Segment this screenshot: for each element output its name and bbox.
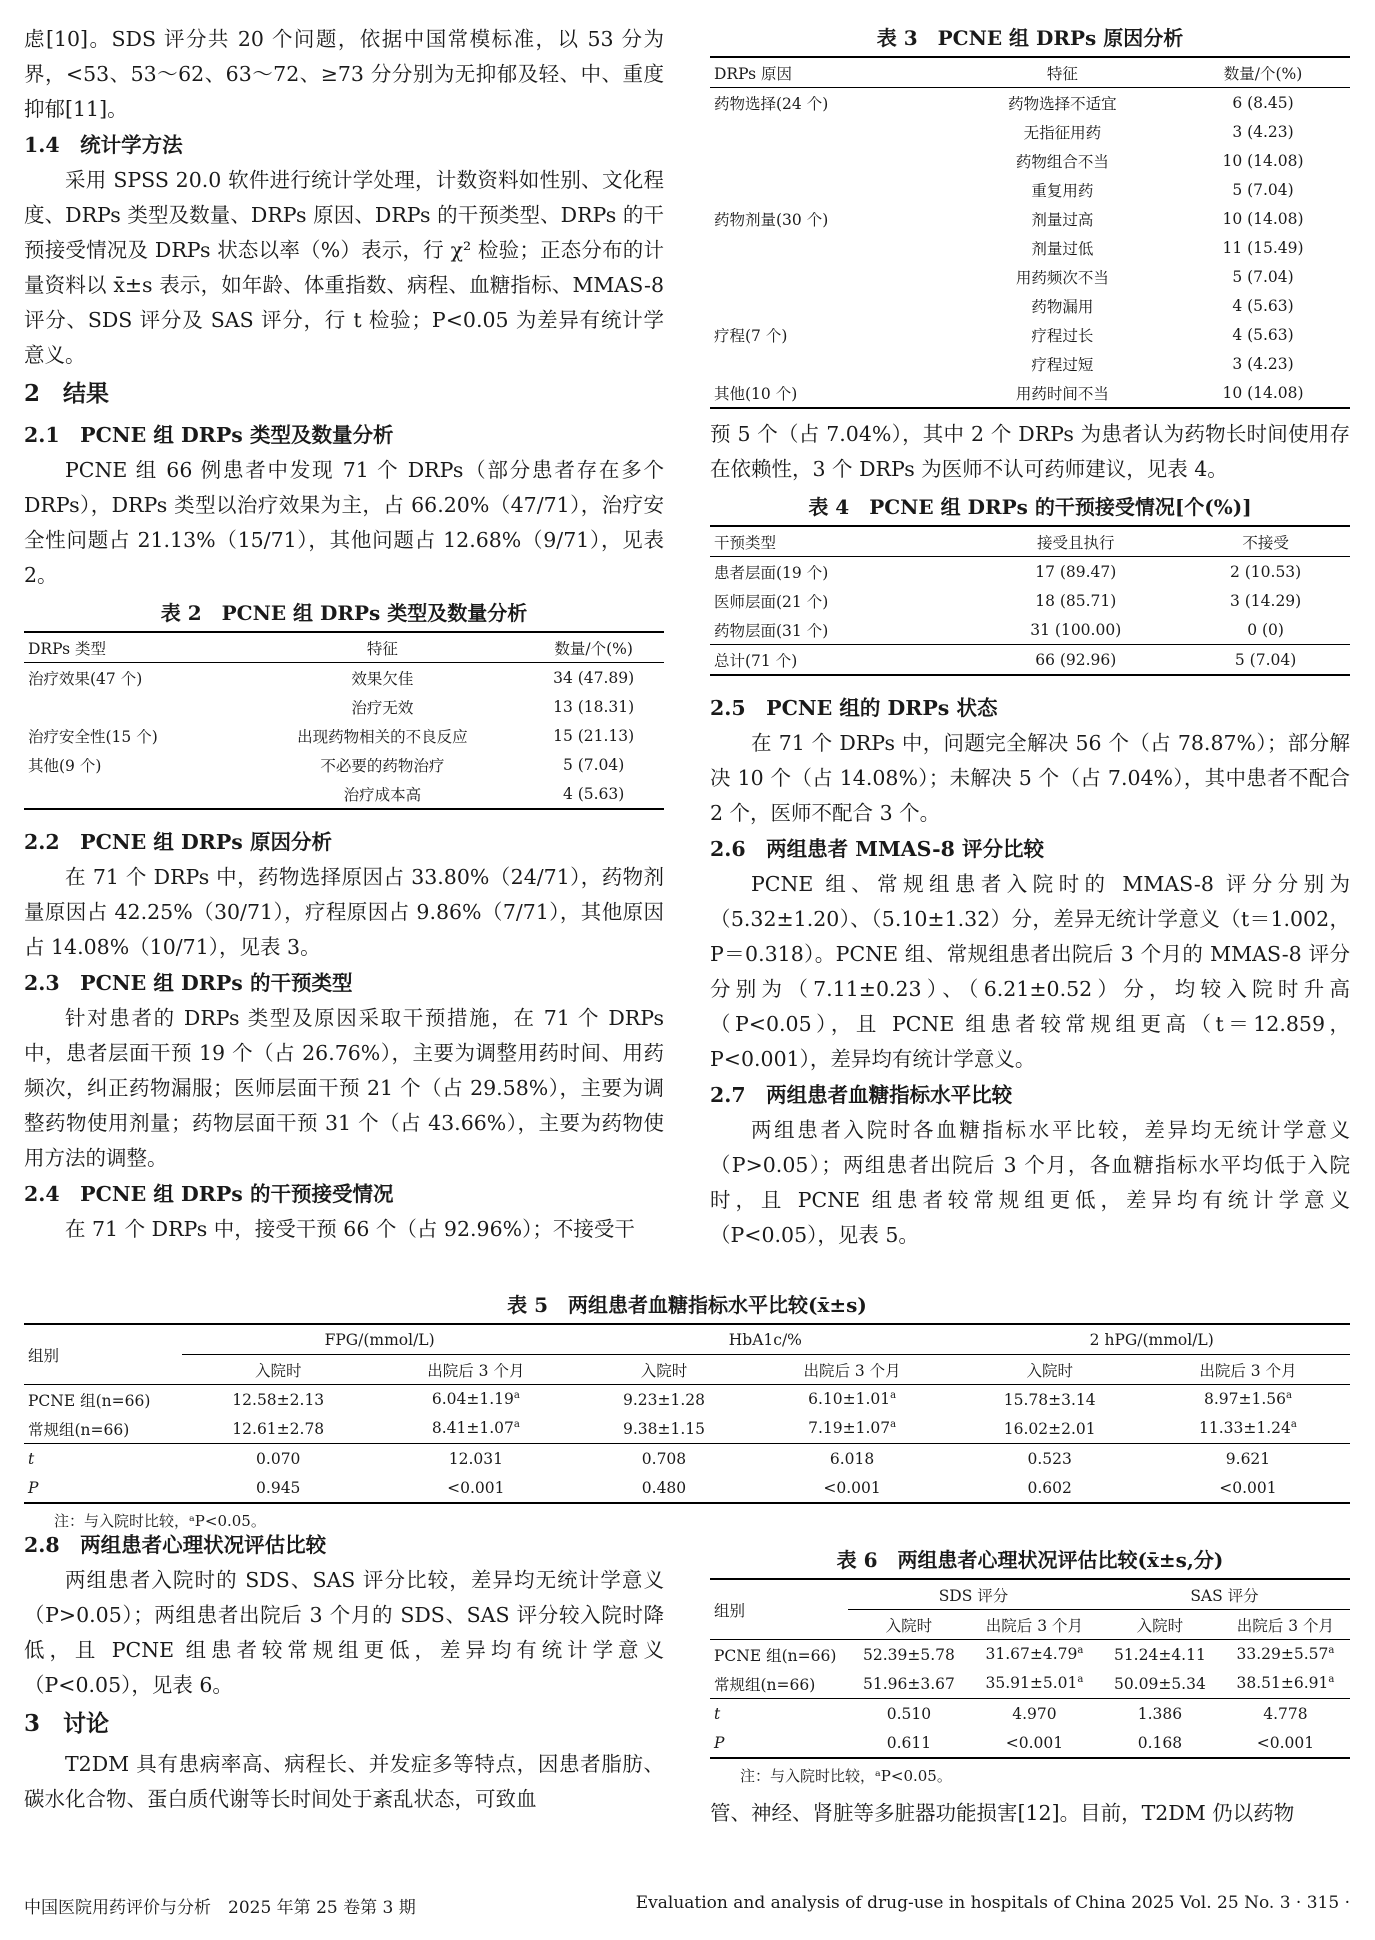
table3-caption: 表 3 PCNE 组 DRPs 原因分析 bbox=[876, 26, 1184, 50]
table-cell: 0.168 bbox=[1137, 1733, 1183, 1752]
footer-journal-en: Evaluation and analysis of drug-use in hospitals of China 2025 Vol. 25 No. 3 · 315 · bbox=[635, 1893, 1350, 1913]
table-cell: 6.04±1.19$^a$ bbox=[431, 1390, 520, 1409]
heading-2-3: 2.3 PCNE 组 DRPs 的干预类型 bbox=[24, 971, 353, 995]
table-cell bbox=[710, 146, 949, 175]
table-cell: 治疗安全性(15 个) bbox=[28, 727, 158, 746]
paragraph-3: T2DM 具有患病率高、病程长、并发症多等特点，因患者脂肪、碳水化合物、蛋白质代谢等长时间处于紊乱状态，可致血 bbox=[24, 1752, 664, 1811]
table-cell: 药物漏用 bbox=[1031, 297, 1094, 316]
table-cell: 6 (8.45) bbox=[1232, 93, 1294, 112]
table-cell: 2 (10.53) bbox=[1229, 562, 1302, 581]
table3 bbox=[710, 56, 1350, 409]
table-cell: 11.33±1.24$^a$ bbox=[1199, 1419, 1297, 1438]
table-cell: 5 (7.04) bbox=[1234, 650, 1297, 669]
significance-mark: a bbox=[513, 1419, 520, 1431]
table5-col-group: 2 hPG/(mmol/L) bbox=[953, 1324, 1350, 1355]
table-cell: 0.523 bbox=[1027, 1449, 1072, 1468]
table-cell: 0.945 bbox=[256, 1478, 301, 1497]
table-row bbox=[710, 1669, 1350, 1699]
right-column bbox=[710, 22, 1350, 1253]
table-row bbox=[710, 233, 1350, 262]
table-row bbox=[24, 1444, 1350, 1474]
table3-header: 数量/个(%) bbox=[1176, 57, 1350, 88]
table-cell: 5 (7.04) bbox=[1232, 180, 1294, 199]
table-cell: 无指征用药 bbox=[1023, 123, 1102, 142]
table-cell: PCNE 组(n=66) bbox=[714, 1646, 837, 1665]
table-cell: 治疗成本高 bbox=[343, 785, 422, 804]
heading-results: 2 结果 bbox=[24, 380, 110, 407]
paragraph-2-7: 两组患者入院时各血糖指标水平比较，差异均无统计学意义（P>0.05）；两组患者出院后 3 个月，各血糖指标水平均低于入院时，且 PCNE 组患者较常规组更低，差异均有统计学意义（P<0.05），见表 5。 bbox=[710, 1118, 1350, 1247]
table-cell: 8.41±1.07$^a$ bbox=[431, 1419, 520, 1438]
table2-header: 数量/个(%) bbox=[523, 632, 664, 663]
table-cell bbox=[710, 262, 949, 291]
table6 bbox=[710, 1578, 1350, 1759]
heading-2-8: 2.8 两组患者心理状况评估比较 bbox=[24, 1533, 327, 1557]
significance-mark: a bbox=[513, 1390, 520, 1402]
footer-journal-cn: 中国医院用药评价与分析 2025 年第 25 卷第 3 期 bbox=[24, 1898, 416, 1918]
table-row bbox=[24, 750, 664, 779]
table-cell: 4.970 bbox=[1012, 1704, 1057, 1723]
table-cell: 10 (14.08) bbox=[1222, 151, 1304, 170]
paragraph-2-4: 在 71 个 DRPs 中，接受干预 66 个（占 92.96%）；不接受干 bbox=[65, 1217, 635, 1241]
table4-header: 接受且执行 bbox=[970, 526, 1181, 557]
table-cell bbox=[710, 175, 949, 204]
table-cell: 9.621 bbox=[1225, 1449, 1271, 1468]
table-cell: 4 (5.63) bbox=[562, 784, 625, 803]
table5-caption: 表 5 两组患者血糖指标水平比较(x̄±s) bbox=[507, 1293, 867, 1317]
table-cell: 12.031 bbox=[448, 1449, 503, 1468]
table2-header: 特征 bbox=[241, 632, 523, 663]
paragraph-2-5: 在 71 个 DRPs 中，问题完全解决 56 个（占 78.87%）；部分解决 10 个（占 14.08%）；未解决 5 个（占 7.04%），其中患者不配合 2 个，医师不配合 3 个。 bbox=[710, 731, 1350, 825]
table3-body bbox=[710, 88, 1350, 409]
table-cell: 0.602 bbox=[1027, 1478, 1072, 1497]
significance-mark: a bbox=[1285, 1390, 1292, 1402]
table-row bbox=[710, 1728, 1350, 1758]
table-cell: 12.58±2.13 bbox=[232, 1390, 325, 1409]
table-cell: 治疗效果(47 个) bbox=[28, 669, 143, 688]
table6-group-header: 组别 bbox=[710, 1579, 848, 1640]
significance-mark: a bbox=[890, 1390, 897, 1402]
table-cell: 疗程(7 个) bbox=[714, 326, 788, 345]
table4-header: 不接受 bbox=[1181, 526, 1350, 557]
table-cell: 6.018 bbox=[829, 1449, 875, 1468]
table5-sub-header: 入院时 bbox=[254, 1361, 302, 1380]
significance-mark: a bbox=[1328, 1674, 1335, 1686]
table-cell: 11 (15.49) bbox=[1222, 238, 1304, 257]
table-cell: 常规组(n=66) bbox=[714, 1675, 816, 1694]
heading-2-4: 2.4 PCNE 组 DRPs 的干预接受情况 bbox=[24, 1182, 394, 1206]
table-cell: 不必要的药物治疗 bbox=[320, 756, 445, 775]
table4-header: 干预类型 bbox=[710, 526, 970, 557]
table-cell: 药物选择不适宜 bbox=[1008, 94, 1117, 113]
table-cell: 34 (47.89) bbox=[553, 668, 635, 687]
table-cell: 其他(9 个) bbox=[28, 756, 102, 775]
table-cell: 0.708 bbox=[641, 1449, 687, 1468]
paragraph-intro: 虑[10]。SDS 评分共 20 个问题，依据中国常模标准，以 53 分为界，<53、53～62、63～72、≥73 分分别为无抑郁及轻、中、重度抑郁[11]。 bbox=[24, 27, 664, 121]
table-cell: 剂量过高 bbox=[1031, 210, 1094, 229]
table-cell: PCNE 组(n=66) bbox=[28, 1391, 151, 1410]
table-cell: 4.778 bbox=[1263, 1704, 1308, 1723]
significance-mark: a bbox=[1328, 1645, 1335, 1657]
table-cell: 医师层面(21 个) bbox=[714, 592, 829, 611]
table-row bbox=[710, 378, 1350, 408]
table-cell bbox=[710, 349, 949, 378]
table-row bbox=[24, 1414, 1350, 1444]
table-cell: 3 (4.23) bbox=[1232, 354, 1294, 373]
table-cell: 51.96±3.67 bbox=[862, 1674, 955, 1693]
table2 bbox=[24, 631, 664, 810]
table-cell: 17 (89.47) bbox=[1035, 562, 1117, 581]
table5-sub-header: 出院后 3 个月 bbox=[803, 1361, 901, 1380]
table-row bbox=[24, 779, 664, 809]
paragraph-2-2: 在 71 个 DRPs 中，药物选择原因占 33.80%（24/71），药物剂量原因占 42.25%（30/71），疗程原因占 9.86%（7/71），其他原因占 14.08%（10/71），见表 3。 bbox=[24, 865, 664, 959]
table-cell: 35.91±5.01$^a$ bbox=[985, 1674, 1084, 1693]
table-row bbox=[710, 586, 1350, 615]
table-cell: 3 (14.29) bbox=[1229, 591, 1302, 610]
table-cell: 药物组合不当 bbox=[1015, 152, 1109, 171]
table-cell: 0.480 bbox=[641, 1478, 687, 1497]
table6-note: 注：与入院时比较，ᵃP<0.05。 bbox=[740, 1767, 952, 1785]
table-cell: 1.386 bbox=[1137, 1704, 1183, 1723]
table-cell: 31.67±4.79$^a$ bbox=[985, 1645, 1084, 1664]
table-cell: 药物选择(24 个) bbox=[714, 94, 829, 113]
heading-2-1: 2.1 PCNE 组 DRPs 类型及数量分析 bbox=[24, 423, 394, 447]
table-cell: <0.001 bbox=[447, 1478, 505, 1497]
table-row bbox=[24, 692, 664, 721]
paragraph-2-8: 两组患者入院时的 SDS、SAS 评分比较，差异均无统计学意义（P>0.05）；两组患者出院后 3 个月的 SDS、SAS 评分较入院时降低，且 PCNE 组患者较常规组更低，差异均有统计学意义（P<0.05），见表 6。 bbox=[24, 1568, 664, 1697]
table-cell bbox=[710, 117, 949, 146]
table-cell: 患者层面(19 个) bbox=[714, 563, 829, 582]
table-row bbox=[710, 204, 1350, 233]
table-row bbox=[710, 291, 1350, 320]
table-cell: 38.51±6.91$^a$ bbox=[1236, 1674, 1335, 1693]
table-cell: 总计(71 个) bbox=[714, 651, 798, 670]
table5-col-group: FPG/(mmol/L) bbox=[182, 1324, 577, 1355]
table-cell: 66 (92.96) bbox=[1035, 650, 1117, 669]
table-cell: 重复用药 bbox=[1031, 181, 1094, 200]
table-cell: 5 (7.04) bbox=[562, 755, 625, 774]
paragraph-3-continued: 管、神经、肾脏等多脏器功能损害[12]。目前，T2DM 仍以药物 bbox=[710, 1801, 1295, 1825]
table-cell: 治疗无效 bbox=[351, 698, 414, 717]
table-row-total bbox=[710, 645, 1350, 676]
paragraph-2-3: 针对患者的 DRPs 类型及原因采取干预措施，在 71 个 DRPs 中，患者层面干预 19 个（占 26.76%），主要为调整用药时间、用药频次，纠正药物漏服；医师层面干预 21 个（占 29.58%），主要为调整药物使用剂量；药物层面干预 31 个（占 43.66%），主要为药物使用方法的调整。 bbox=[24, 1006, 664, 1170]
table6-sub-header: 入院时 bbox=[885, 1616, 933, 1635]
table6-col-group: SAS 评分 bbox=[1099, 1579, 1350, 1610]
bottom-right-column bbox=[710, 1540, 1350, 1831]
table-cell bbox=[24, 779, 241, 809]
table-cell: 3 (4.23) bbox=[1232, 122, 1294, 141]
table-row bbox=[710, 117, 1350, 146]
paragraph-2-1: PCNE 组 66 例患者中发现 71 个 DRPs（部分患者存在多个 DRPs），DRPs 类型以治疗效果为主，占 66.20%（47/71），治疗安全性问题占 21.13%（15/71），其他问题占 12.68%（9/71），见表 2。 bbox=[24, 458, 664, 587]
table-cell: 18 (85.71) bbox=[1035, 591, 1117, 610]
table5-block bbox=[24, 1285, 1350, 1531]
table6-sub-header: 入院时 bbox=[1136, 1616, 1184, 1635]
paragraph-2-4-continued: 预 5 个（占 7.04%），其中 2 个 DRPs 为患者认为药物长时间使用存在依赖性，3 个 DRPs 为医师不认可药师建议，见表 4。 bbox=[710, 422, 1350, 481]
table-row bbox=[24, 721, 664, 750]
heading-2-5: 2.5 PCNE 组的 DRPs 状态 bbox=[710, 696, 998, 720]
table-cell: 15 (21.13) bbox=[553, 726, 635, 745]
table5-sub-header: 入院时 bbox=[1026, 1361, 1073, 1380]
table-row bbox=[710, 557, 1350, 587]
table3-header: DRPs 原因 bbox=[710, 57, 949, 88]
table6-body bbox=[710, 1640, 1350, 1759]
paragraph-1-4: 采用 SPSS 20.0 软件进行统计学处理，计数资料如性别、文化程度、DRPs 类型及数量、DRPs 原因、DRPs 的干预类型、DRPs 的干预接受情况及 DRPs 状态以率（%）表示，行 χ² 检验；正态分布的计量资料以 x̄±s 表示，如年龄、体重指数、病程、血糖指标、MMAS-8 评分、SDS 评分及 SAS 评分，行 t 检验；P<0.05 为差异有统计学意义。 bbox=[24, 168, 664, 367]
table-cell: 6.10±1.01$^a$ bbox=[808, 1390, 897, 1409]
table-cell bbox=[710, 233, 949, 262]
table-row bbox=[710, 175, 1350, 204]
table-cell: P bbox=[714, 1733, 725, 1752]
table-cell: 0 (0) bbox=[1247, 620, 1284, 639]
table5-col-group: HbA1c/% bbox=[577, 1324, 953, 1355]
table-cell: 7.19±1.07$^a$ bbox=[808, 1419, 897, 1438]
table-cell: 出现药物相关的不良反应 bbox=[297, 727, 468, 746]
table-row bbox=[710, 1640, 1350, 1670]
table-cell: 15.78±3.14 bbox=[1003, 1390, 1096, 1409]
table-cell: 10 (14.08) bbox=[1222, 383, 1304, 402]
table-row bbox=[710, 88, 1350, 118]
left-column bbox=[24, 22, 664, 1247]
table6-caption: 表 6 两组患者心理状况评估比较(x̄±s,分) bbox=[836, 1548, 1224, 1572]
significance-mark: a bbox=[1077, 1674, 1084, 1686]
table-row bbox=[710, 146, 1350, 175]
table-row bbox=[710, 262, 1350, 291]
table-row bbox=[710, 615, 1350, 645]
table2-header: DRPs 类型 bbox=[24, 632, 241, 663]
table-row bbox=[24, 1473, 1350, 1503]
heading-1-4: 1.4 统计学方法 bbox=[24, 133, 183, 157]
table-cell bbox=[24, 692, 241, 721]
heading-2-6: 2.6 两组患者 MMAS-8 评分比较 bbox=[710, 837, 1045, 861]
heading-2-2: 2.2 PCNE 组 DRPs 原因分析 bbox=[24, 830, 332, 854]
table-cell: 药物剂量(30 个) bbox=[714, 210, 829, 229]
table-cell: 33.29±5.57$^a$ bbox=[1236, 1645, 1335, 1664]
table-cell: 剂量过低 bbox=[1031, 239, 1094, 258]
table-cell: 效果欠佳 bbox=[351, 669, 414, 688]
table-cell: 常规组(n=66) bbox=[28, 1420, 130, 1439]
table-cell: 16.02±2.01 bbox=[1003, 1419, 1096, 1438]
table-cell: 50.09±5.34 bbox=[1113, 1674, 1206, 1693]
table-cell: 31 (100.00) bbox=[1030, 620, 1122, 639]
significance-mark: a bbox=[1290, 1419, 1297, 1431]
table-cell: <0.001 bbox=[1256, 1733, 1315, 1752]
table6-sub-header: 出院后 3 个月 bbox=[1236, 1616, 1335, 1635]
table5-sub-header: 出院后 3 个月 bbox=[1199, 1361, 1297, 1380]
bottom-left-column bbox=[24, 1527, 664, 1817]
table-row bbox=[24, 1385, 1350, 1415]
table4-caption: 表 4 PCNE 组 DRPs 的干预接受情况[个(%)] bbox=[808, 495, 1252, 519]
table6-col-group: SDS 评分 bbox=[848, 1579, 1099, 1610]
table-row bbox=[710, 1699, 1350, 1729]
table-cell: 8.97±1.56$^a$ bbox=[1203, 1390, 1292, 1409]
table-cell: t bbox=[714, 1704, 721, 1723]
table-cell: 5 (7.04) bbox=[1232, 267, 1294, 286]
paragraph-2-6: PCNE 组、常规组患者入院时的 MMAS-8 评分分别为（5.32±1.20）、（5.10±1.32）分，差异无统计学意义（t＝1.002，P＝0.318）。PCNE 组、常规组患者出院后 3 个月的 MMAS-8 评分分别为（7.11±0.23）、（6.21±0.52）分，均较入院时升高（P<0.05），且 PCNE 组患者较常规组更高（t＝12.859，P<0.001），差异均有统计学意义。 bbox=[710, 872, 1350, 1071]
table-row bbox=[24, 663, 664, 693]
table-row bbox=[710, 320, 1350, 349]
heading-discussion: 3 讨论 bbox=[24, 1710, 110, 1737]
table5-sub-header: 出院后 3 个月 bbox=[427, 1361, 525, 1380]
table4 bbox=[710, 525, 1350, 676]
table-row bbox=[710, 349, 1350, 378]
table-cell: 用药时间不当 bbox=[1015, 384, 1109, 403]
table-cell: 52.39±5.78 bbox=[862, 1645, 955, 1664]
table-cell: 9.23±1.28 bbox=[622, 1390, 705, 1409]
significance-mark: a bbox=[890, 1419, 897, 1431]
table5-note: 注：与入院时比较，ᵃP<0.05。 bbox=[54, 1512, 266, 1530]
significance-mark: a bbox=[1077, 1645, 1084, 1657]
table-cell: 9.38±1.15 bbox=[622, 1419, 705, 1438]
table-cell: 12.61±2.78 bbox=[232, 1419, 325, 1438]
table5-group-header: 组别 bbox=[24, 1324, 182, 1385]
table-cell: 其他(10 个) bbox=[714, 384, 798, 403]
page-footer bbox=[24, 1893, 1350, 1918]
table6-sub-header: 出院后 3 个月 bbox=[985, 1616, 1084, 1635]
table2-caption: 表 2 PCNE 组 DRPs 类型及数量分析 bbox=[160, 601, 528, 625]
table-cell: P bbox=[28, 1478, 39, 1497]
table-cell: 13 (18.31) bbox=[553, 697, 635, 716]
table-cell: 0.510 bbox=[886, 1704, 932, 1723]
table-cell: 疗程过长 bbox=[1031, 326, 1094, 345]
table-cell: 10 (14.08) bbox=[1222, 209, 1304, 228]
table-cell: <0.001 bbox=[1219, 1478, 1277, 1497]
table-cell: <0.001 bbox=[1005, 1733, 1064, 1752]
table5-sub-header: 入院时 bbox=[640, 1361, 688, 1380]
table-cell: <0.001 bbox=[823, 1478, 881, 1497]
table-cell: 药物层面(31 个) bbox=[714, 621, 829, 640]
table-cell: t bbox=[28, 1449, 35, 1468]
table5 bbox=[24, 1323, 1350, 1504]
heading-2-7: 2.7 两组患者血糖指标水平比较 bbox=[710, 1083, 1013, 1107]
table-cell: 0.611 bbox=[886, 1733, 932, 1752]
table-cell: 4 (5.63) bbox=[1232, 296, 1294, 315]
table-cell: 用药频次不当 bbox=[1015, 268, 1109, 287]
table5-body bbox=[24, 1385, 1350, 1504]
table-cell bbox=[710, 291, 949, 320]
table-cell: 51.24±4.11 bbox=[1113, 1645, 1206, 1664]
table-cell: 0.070 bbox=[256, 1449, 301, 1468]
table-cell: 4 (5.63) bbox=[1232, 325, 1294, 344]
table3-header: 特征 bbox=[949, 57, 1176, 88]
table-cell: 疗程过短 bbox=[1031, 355, 1094, 374]
